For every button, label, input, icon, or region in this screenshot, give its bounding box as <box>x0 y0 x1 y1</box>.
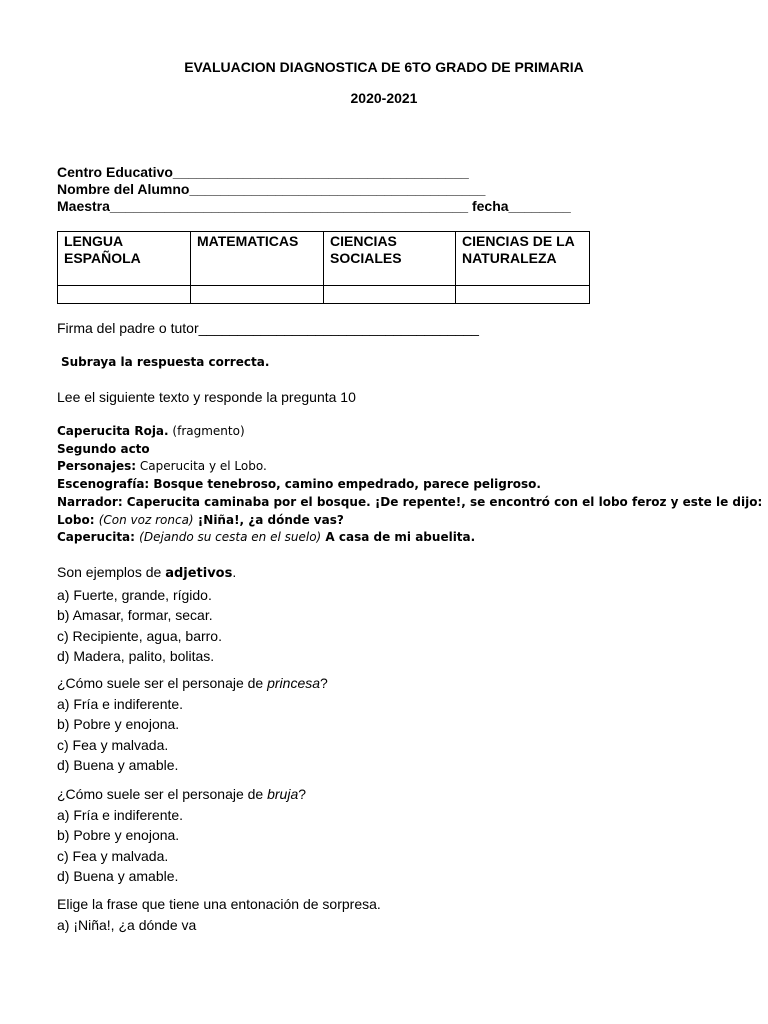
option-a: a) Fría e indiferente. <box>57 806 184 823</box>
reading-text <box>57 423 762 547</box>
grades-row <box>58 286 590 304</box>
option-d: d) Buena y amable. <box>57 868 179 884</box>
option-a: a) Fría e indiferente. <box>57 695 184 712</box>
option-b: b) Pobre y enojona. <box>57 827 180 843</box>
caperucita-dialogue: A casa de mi abuelita. <box>321 530 476 545</box>
question-text <box>57 673 328 694</box>
firma-line: Firma del padre o tutor____________________________________ <box>57 320 479 336</box>
option-c: c) Fea y malvada. <box>57 847 169 864</box>
question-princesa <box>57 673 328 776</box>
narrador-value: Caperucita caminaba por el bosque. ¡De repente!, se encontró con el lobo feroz y este le dijo: <box>122 494 763 509</box>
option-a: a) ¡Niña!, ¿a dónde va <box>57 916 197 933</box>
reading-instruction: Lee el siguiente texto y responde la pregunta 10 <box>57 389 356 405</box>
narrador-label: Narrador: <box>57 494 123 509</box>
grade-cell <box>324 286 456 304</box>
question-prefix: ¿Cómo suele ser el personaje de <box>57 786 268 802</box>
option-d: d) Madera, palito, bolitas. <box>57 648 215 664</box>
nombre-alumno-field: Nombre del Alumno______________________________________ <box>57 181 486 197</box>
option-d: d) Buena y amable. <box>57 757 179 773</box>
subject-sociales: CIENCIAS SOCIALES <box>324 232 456 286</box>
escenografia-line <box>57 476 762 494</box>
grade-cell <box>191 286 324 304</box>
personajes-value: Caperucita y el Lobo. <box>136 459 267 474</box>
narrador-line <box>57 494 762 512</box>
question-suffix: ? <box>320 675 328 691</box>
personajes-label: Personajes: <box>57 459 137 474</box>
subject-matematicas: MATEMATICAS <box>191 232 324 286</box>
school-year: 2020-2021 <box>350 90 418 106</box>
caperucita-line <box>57 529 762 547</box>
lobo-label: Lobo: <box>57 512 95 527</box>
maestra-fecha-field: Maestra______________________________________________ fecha________ <box>57 198 571 214</box>
document-title: EVALUACION DIAGNOSTICA DE 6TO GRADO DE PRIMARIA <box>184 59 584 75</box>
question-keyword: adjetivos <box>165 566 233 581</box>
subjects-table <box>57 231 590 304</box>
text-act: Segundo acto <box>57 441 150 456</box>
lobo-dialogue: ¡Niña!, ¿a dónde vas? <box>193 512 344 527</box>
text-title-note: (fragmento) <box>168 424 245 438</box>
question-prefix: Son ejemplos de <box>57 564 166 580</box>
lobo-stage-direction: (Con voz ronca) <box>98 512 194 527</box>
option-b: b) Pobre y enojona. <box>57 716 180 732</box>
personajes-line <box>57 458 762 476</box>
option-b: b) Amasar, formar, secar. <box>57 607 213 623</box>
question-text: Elige la frase que tiene una entonación de sorpresa. <box>57 896 381 912</box>
option-c: c) Fea y malvada. <box>57 736 169 753</box>
text-title-line <box>57 423 762 441</box>
instruction: Subraya la respuesta correcta. <box>61 355 270 369</box>
subject-naturaleza: CIENCIAS DE LA NATURALEZA <box>456 232 590 286</box>
question-sorpresa <box>57 894 381 935</box>
option-a: a) Fuerte, grande, rígido. <box>57 586 212 603</box>
option-c: c) Recipiente, agua, barro. <box>57 627 222 644</box>
question-keyword: princesa <box>267 675 321 691</box>
text-title: Caperucita Roja. <box>57 424 169 438</box>
caperucita-label: Caperucita: <box>57 530 135 545</box>
question-suffix: ? <box>298 786 307 802</box>
escenografia-label: Escenografía: <box>57 477 150 492</box>
question-keyword: bruja <box>267 786 299 802</box>
question-text <box>57 784 306 805</box>
question-prefix: ¿Cómo suele ser el personaje de <box>57 675 268 691</box>
question-text <box>57 562 236 585</box>
subject-lengua: LENGUA ESPAÑOLA <box>58 232 191 286</box>
grade-cell <box>456 286 590 304</box>
escenografia-value: Bosque tenebroso, camino empedrado, parece peligroso. <box>149 477 541 492</box>
question-bruja <box>57 784 306 887</box>
lobo-line <box>57 512 762 530</box>
grade-cell <box>58 286 191 304</box>
caperucita-stage-direction: (Dejando su cesta en el suelo) <box>139 530 322 545</box>
subjects-header-row <box>58 232 590 286</box>
question-suffix: . <box>232 564 237 580</box>
centro-educativo-field: Centro Educativo______________________________________ <box>57 164 469 180</box>
question-adjetivos <box>57 562 236 667</box>
